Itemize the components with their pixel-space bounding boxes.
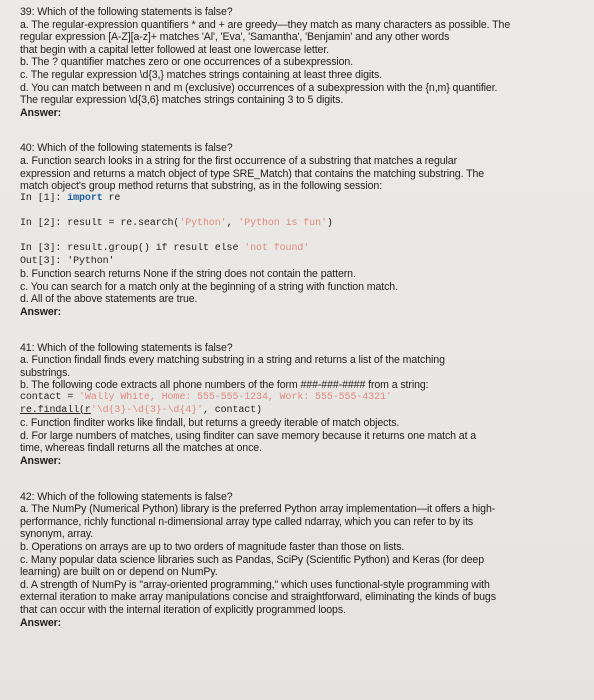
in3-prompt: In [3]: — [20, 243, 62, 255]
q39-line: a. The regular-expression quantifiers * and + are greedy—they match as many characters as possible. The — [20, 18, 511, 31]
q40-option-d: d. All of the above statements are true. — [20, 293, 198, 306]
in2-code: result = re.search( — [67, 217, 180, 229]
in2-code-end: ) — [326, 217, 333, 229]
q39-option-c: c. The regular expression \d{3,} matches strings containing at least three digits. — [20, 68, 383, 81]
in1-keyword: import — [67, 192, 103, 204]
q41-line: time, whereas findall returns all the matches at once. — [20, 442, 262, 455]
q42-line: synonym, array. — [20, 528, 94, 541]
q42-option-d: d. A strength of NumPy is "array-oriented programming," which uses functional-style programming with — [20, 578, 490, 591]
question-42 — [20, 491, 580, 630]
q40-line: expression and returns a match object of type SRE_Match) that contains the matching substring. The — [20, 167, 485, 180]
q42-line: external iteration to make array manipulations concise and straightforward, eliminating the kinds of bugs — [20, 591, 496, 604]
q42-line: that can occur with the internal iteration of explicitly programmed loops. — [20, 603, 346, 616]
q39-line: The regular expression \d{3,6} matches strings containing 3 to 5 digits. — [20, 94, 344, 107]
question-39 — [20, 6, 580, 119]
in2-code-sep: , — [226, 217, 239, 229]
code-in2 — [20, 218, 580, 231]
q40-line: match object's group method returns that substring, as in the following session: — [20, 180, 383, 193]
q41-option-c: c. Function finditer works like findall, but returns a greedy iterable of match objects. — [20, 417, 400, 430]
in2-string-2: 'Python is fun' — [238, 217, 327, 229]
q42-option-c: c. Many popular data science libraries such as Pandas, SciPy (Scientific Python) and Keras (for deep — [20, 553, 485, 566]
q42-line: performance, richly functional n-dimensional array type called ndarray, which you can refer to by its — [20, 515, 474, 528]
question-40 — [20, 142, 580, 318]
contact-code: contact = — [20, 392, 80, 404]
q39-option-d: d. You can match between n and m (exclusive) occurrences of a subexpression with the {n,m} quantifier. — [20, 81, 498, 94]
q41-option-a: a. Function findall finds every matching substring in a string and returns a list of the matching — [20, 354, 445, 367]
in1-prompt: In [1]: — [20, 192, 62, 204]
code-out3: Out[3]: 'Python' — [20, 255, 115, 267]
q41-title: 41: Which of the following statements is false? — [20, 341, 233, 354]
q39-line: regular expression [A-Z][a-z]+ matches 'Al', 'Eva', 'Samantha', 'Benjamin' and any other words — [20, 31, 450, 44]
q41-answer-label: Answer: — [20, 455, 62, 467]
q42-answer-label: Answer: — [20, 616, 62, 629]
q41-line: substrings. — [20, 366, 71, 379]
in2-prompt: In [2]: — [20, 217, 62, 229]
q40-option-b: b. Function search returns None if the string does not contain the pattern. — [20, 268, 356, 281]
findall-code: re.findall(r — [20, 404, 91, 416]
q39-title: 39: Which of the following statements is false? — [20, 6, 233, 18]
q39-line: that begin with a capital letter followed at least one lowercase letter. — [20, 43, 330, 56]
code-in3 — [20, 243, 580, 256]
code-in1 — [20, 193, 580, 206]
q42-option-a: a. The NumPy (Numerical Python) library is the preferred Python array implementation—it offers a high- — [20, 503, 496, 516]
q40-answer-label: Answer: — [20, 306, 62, 319]
question-41 — [20, 342, 580, 468]
q39-answer-label: Answer: — [20, 106, 62, 119]
q42-line: learning) are built on or depend on NumPy. — [20, 566, 218, 579]
code-findall — [20, 405, 580, 418]
contact-string: 'Wally White, Home: 555-555-1234, Work: 555-555-4321' — [79, 392, 392, 404]
q41-option-d: d. For large numbers of matches, using finditer can save memory because it returns one match at a — [20, 429, 477, 442]
q41-option-b: b. The following code extracts all phone numbers of the form ###-###-#### from a string: — [20, 379, 429, 392]
q40-option-c: c. You can search for a match only at the beginning of a string with function match. — [20, 280, 398, 293]
findall-code-end: , contact) — [202, 404, 262, 416]
findall-pattern: '\d{3}-\d{3}-\d{4}' — [90, 404, 203, 416]
in1-rest: re — [102, 192, 121, 204]
q40-option-a: a. Function search looks in a string for the first occurrence of a substring that matches a regular — [20, 154, 458, 167]
q39-option-b: b. The ? quantifier matches zero or one occurrences of a subexpression. — [20, 56, 354, 69]
q42-title: 42: Which of the following statements is false? — [20, 490, 233, 503]
in3-string: 'not found' — [244, 243, 310, 255]
code-contact — [20, 392, 580, 405]
q40-title: 40: Which of the following statements is false? — [20, 142, 233, 155]
in3-code: result.group() if result else — [67, 243, 245, 255]
q42-option-b: b. Operations on arrays are up to two orders of magnitude faster than those on lists. — [20, 540, 405, 553]
in2-string-1: 'Python' — [179, 217, 227, 229]
